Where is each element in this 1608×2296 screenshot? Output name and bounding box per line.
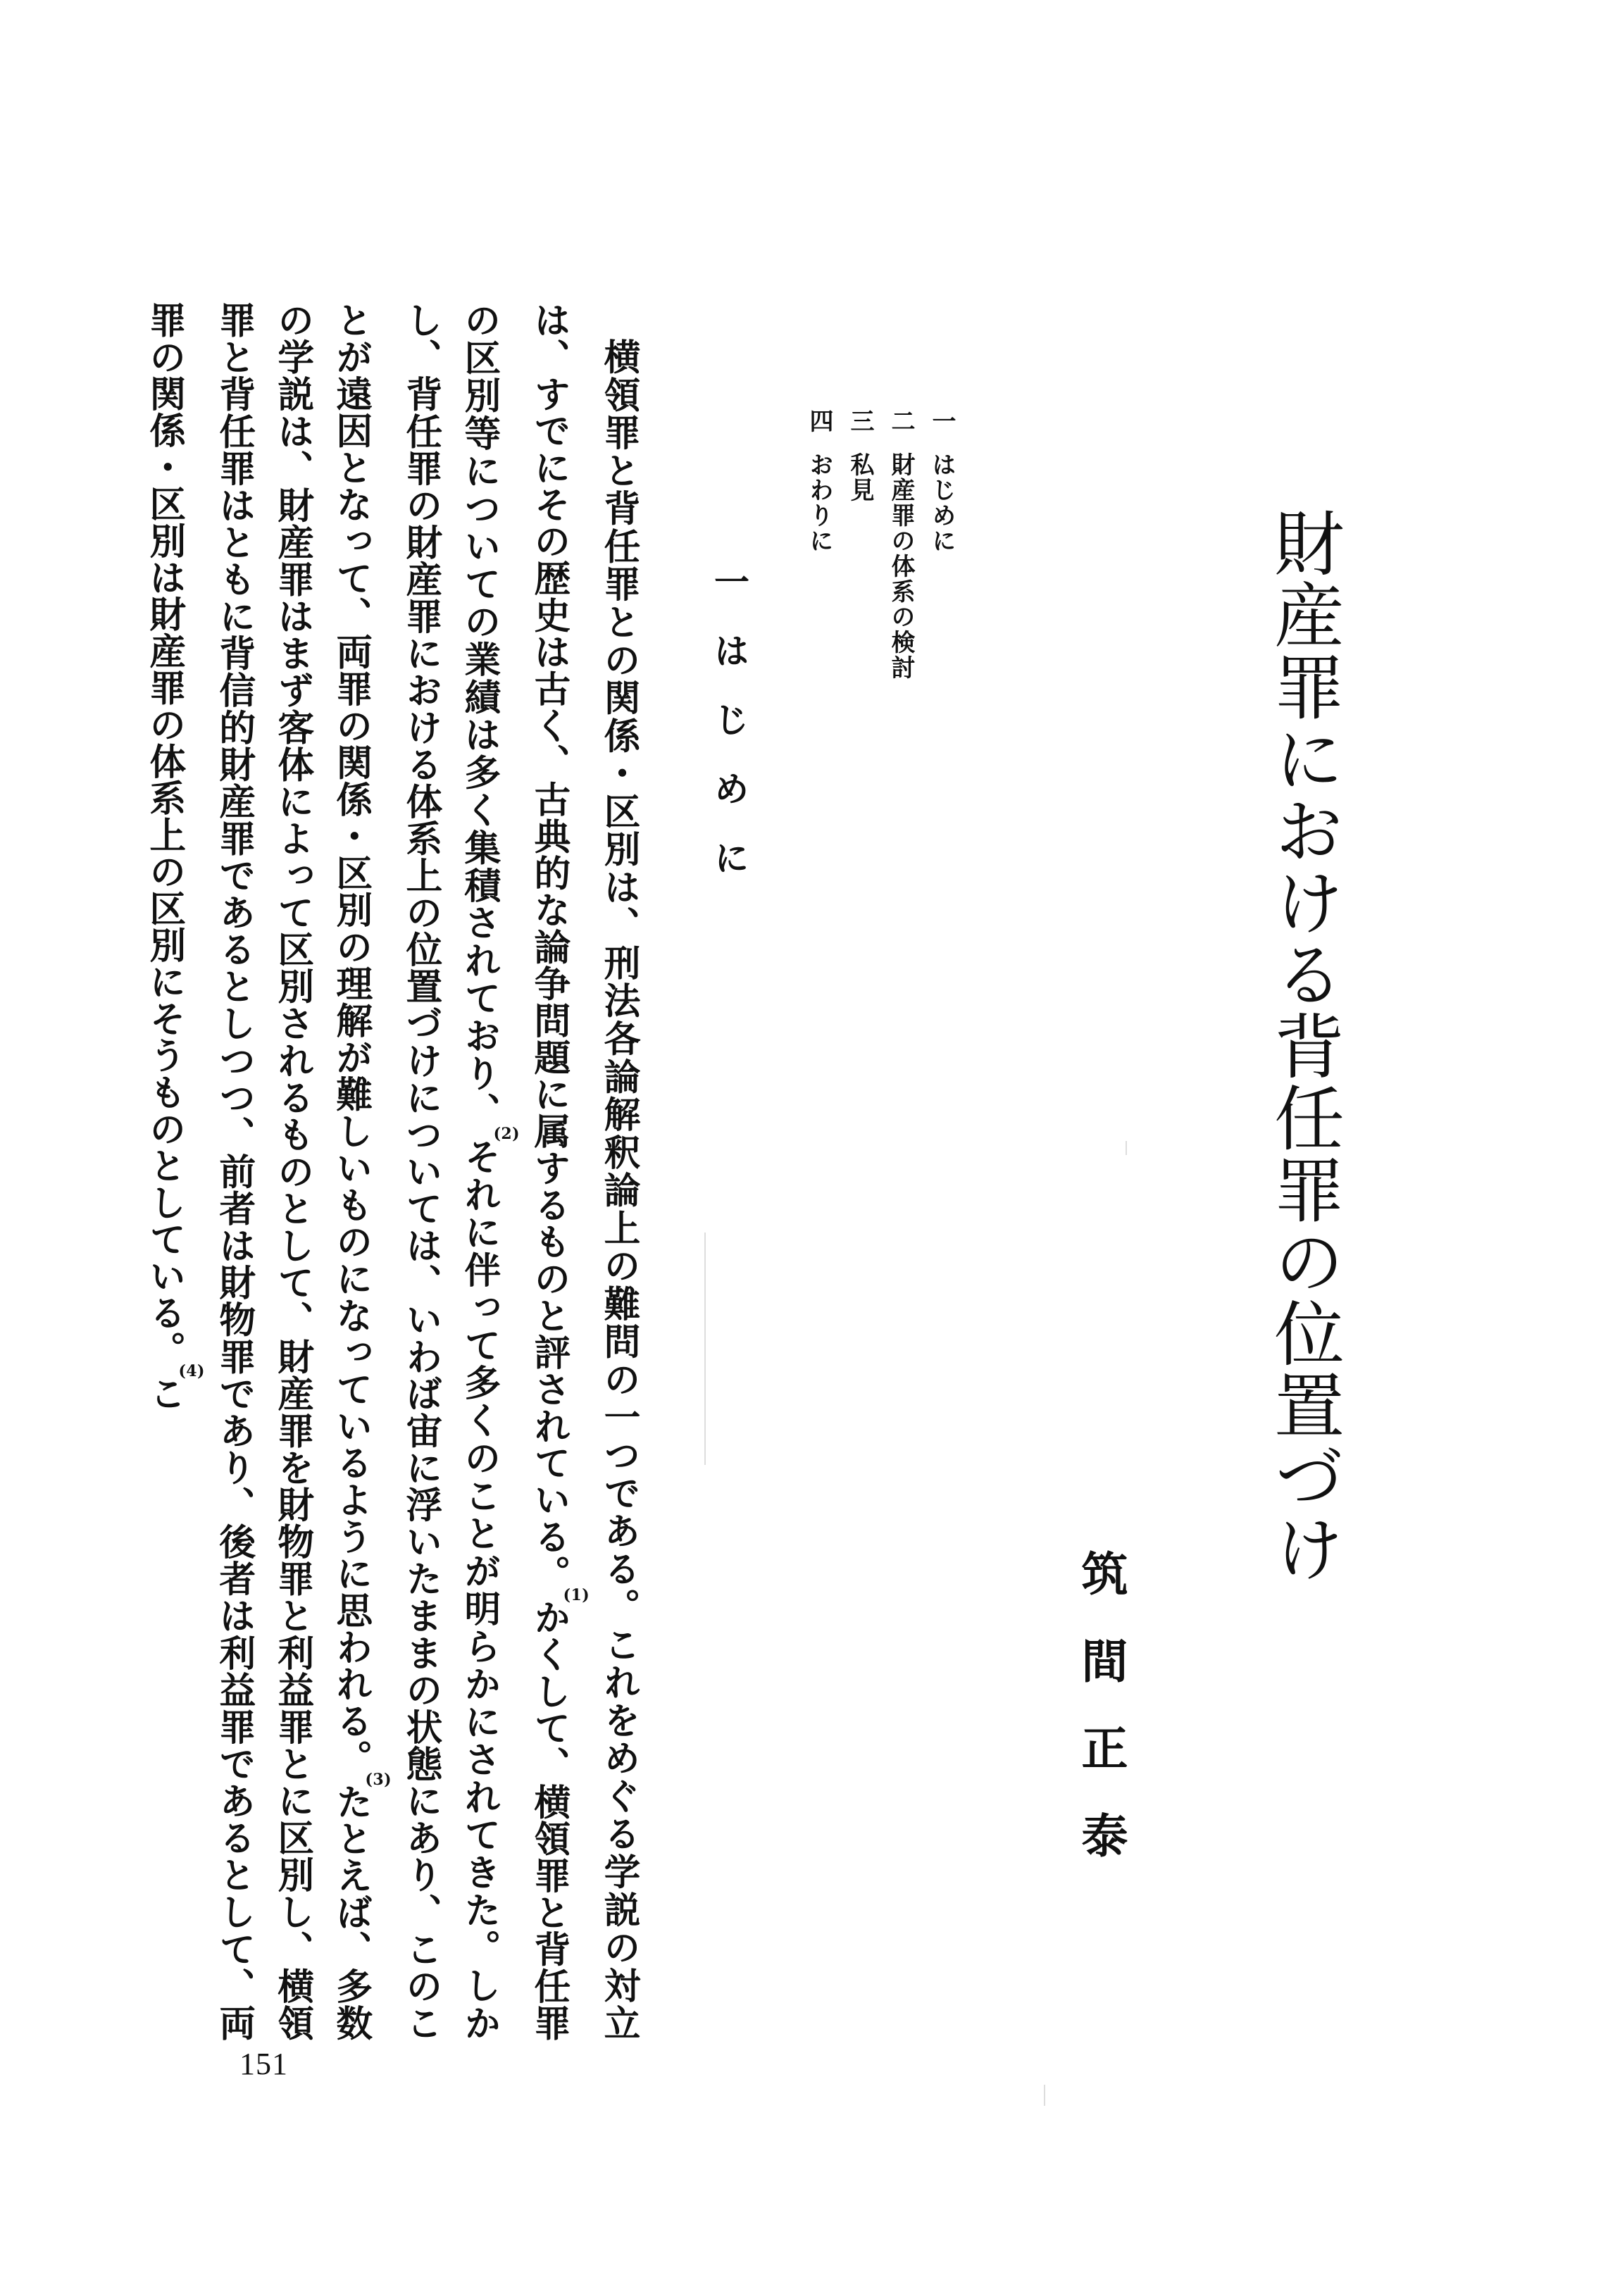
author-name: 筑間正泰 xyxy=(1073,1549,1128,1899)
toc-item-4 xyxy=(807,408,831,554)
toc-label: はじめに xyxy=(928,452,956,554)
text-run: こ xyxy=(142,1374,186,1412)
toc-number: 三 xyxy=(846,408,874,432)
toc-number: 二 xyxy=(887,408,915,432)
text-run: 横領罪と背任罪との関係・区別は、刑法各論解釈論上の難問の一つである。これをめぐる学説の対立は、すでにその歴史は古く、古典的な論争問題に属するものと評されている。 xyxy=(527,301,640,2041)
text-run: それに伴って多くのことが明らかにされてきた。しかし、背任罪の財産罪における体系上の位置づけについては、いわば宙に浮いたままの状態にあり、このことが遠因となって、両罪の関係・区別の理解が難しいものになっているように思われる。 xyxy=(329,301,501,2041)
toc-label: 私見 xyxy=(846,452,874,503)
text-run: たとえば、多数の学説は、財産罪はまず客体によって区別されるものとして、財産罪を財物罪と利益罪とに区別し、横領罪と背任罪はともに背信的財産罪であるとしつつ、前者は財物罪であり、後者は利益罪であるとして、両罪の関係・区別は財産罪の体系上の区別にそうものとしている。 xyxy=(142,301,373,2042)
footnote-marker: (2) xyxy=(493,1124,520,1143)
scan-artifact xyxy=(1126,1141,1127,1155)
scan-artifact xyxy=(704,1233,706,1465)
toc-item-2 xyxy=(889,408,913,680)
footnote-marker: (1) xyxy=(563,1585,590,1604)
toc-label: 財産罪の体系の検討 xyxy=(887,452,915,680)
toc-item-3 xyxy=(848,408,872,503)
toc-item-1 xyxy=(930,408,954,554)
text-run: かくして、横領罪と背任罪の区別等についての業績は多く集積されており、 xyxy=(457,301,571,2042)
footnote-marker: (4) xyxy=(178,1361,205,1380)
paragraph xyxy=(135,301,648,2041)
footnote-marker: (3) xyxy=(365,1770,392,1789)
toc-number: 四 xyxy=(805,408,833,432)
page-number: 151 xyxy=(239,2047,288,2081)
body-text xyxy=(0,301,648,2041)
scan-artifact xyxy=(1044,2085,1045,2106)
article-title: 財産罪における背任罪の位置づけ xyxy=(1262,507,1345,1585)
toc-number: 一 xyxy=(928,408,956,432)
section-heading: 一はじめに xyxy=(709,563,750,909)
toc-label: おわりに xyxy=(805,452,833,554)
